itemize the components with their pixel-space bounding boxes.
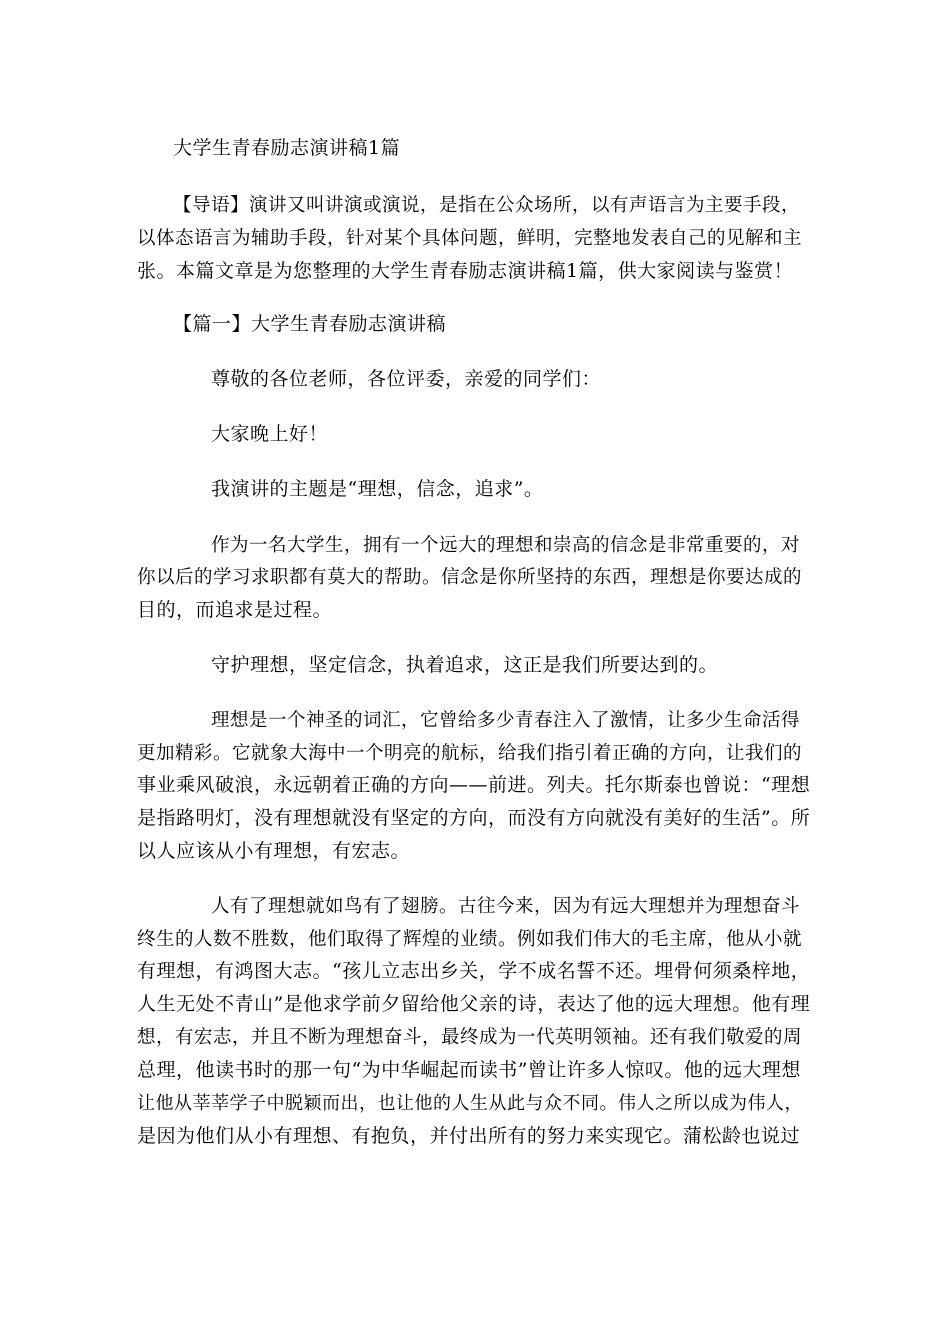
- para4-line-2: 终生的人数不胜数，他们取得了辉煌的业绩。例如我们伟大的毛主席，他从小就: [137, 929, 803, 950]
- intro-line-2: 以体态语言为辅助手段，针对某个具体问题，鲜明，完整地发表自己的见解和主: [137, 228, 803, 249]
- para4-line-3: 有理想，有鸿图大志。“孩儿立志出乡关，学不成名誓不还。埋骨何须桑梓地，: [137, 960, 811, 982]
- para4-line-4: 人生无处不青山”是他求学前夕留给他父亲的诗，表达了他的远大理想。他有理: [137, 993, 811, 1015]
- para4-line-6: 总理，他读书时的那一句“为中华崛起而读书”曾让许多人惊叹。他的远大理想: [137, 1059, 801, 1081]
- hello: 大家晚上好！: [211, 423, 329, 445]
- para1-line-1: 作为一名大学生，拥有一个远大的理想和崇高的信念是非常重要的，对: [211, 535, 801, 556]
- greeting: 尊敬的各位老师，各位评委，亲爱的同学们：: [211, 368, 602, 390]
- para1-line-3: 目的，而追求是过程。: [137, 599, 333, 621]
- intro-line-3: 张。本篇文章是为您整理的大学生青春励志演讲稿1篇，供大家阅读与鉴赏！: [137, 260, 794, 282]
- intro-line-1: 【导语】演讲又叫讲演或演说，是指在公众场所，以有声语言为主要手段，: [173, 195, 801, 216]
- para2: 守护理想，坚定信念，执着追求，这正是我们所要达到的。: [211, 654, 719, 676]
- para3-line-2: 更加精彩。它就象大海中一个明亮的航标，给我们指引着正确的方向，让我们的: [137, 743, 803, 764]
- para4-line-1: 人有了理想就如鸟有了翅膀。古往今来，因为有远大理想并为理想奋斗: [211, 896, 801, 917]
- theme: 我演讲的主题是“理想，信念，追求”。: [211, 478, 544, 500]
- section-heading: 【篇一】大学生青春励志演讲稿: [173, 313, 447, 335]
- para1-line-2: 你以后的学习求职都有莫大的帮助。信念是你所坚持的东西，理想是你要达成的: [137, 567, 803, 588]
- para3-line-4: 是指路明灯，没有理想就没有坚定的方向，而没有方向就没有美好的生活”。所: [137, 807, 811, 829]
- para3-line-1: 理想是一个神圣的词汇，它曾给多少青春注入了激情，让多少生命活得: [211, 710, 801, 731]
- document-title: 大学生青春励志演讲稿1篇: [173, 137, 401, 159]
- para4-line-5: 想，有宏志，并且不断为理想奋斗，最终成为一代英明领袖。还有我们敬爱的周: [137, 1027, 803, 1048]
- para4-line-8: 是因为他们从小有理想、有抱负，并付出所有的努力来实现它。蒲松龄也说过: [137, 1125, 801, 1147]
- para4-line-7: 让他从莘莘学子中脱颖而出，也让他的人生从此与众不同。伟人之所以成为伟人，: [137, 1093, 803, 1114]
- para3-line-3: 事业乘风破浪，永远朝着正确的方向——前进。列夫。托尔斯泰也曾说：“理想: [137, 774, 811, 796]
- para3-line-5: 以人应该从小有理想，有宏志。: [137, 840, 411, 862]
